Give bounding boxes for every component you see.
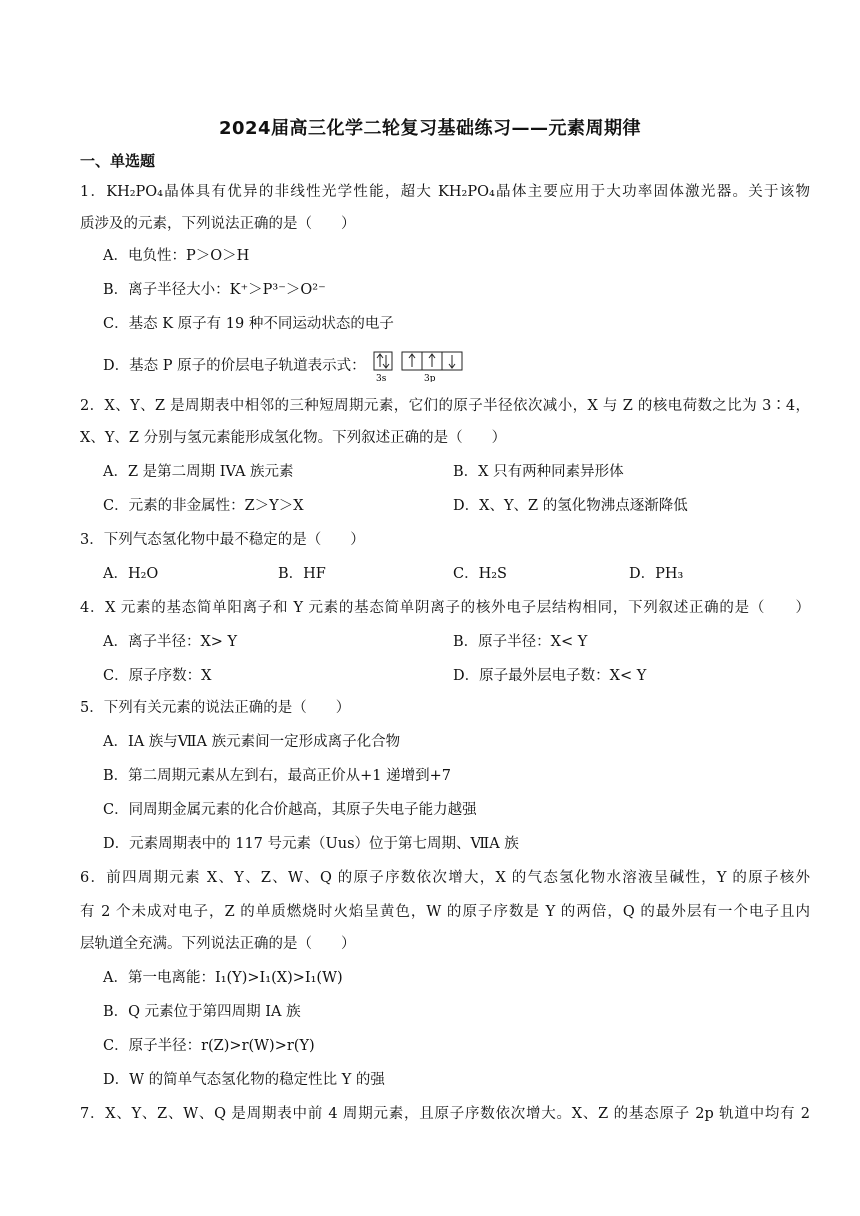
question-2-stem-line-2: X、Y、Z 分别与氢元素能形成氢化物。下列叙述正确的是（ ）: [80, 430, 507, 446]
orbital-label-3p: 3p: [424, 374, 436, 382]
question-5-option-a: A．ⅠA 族与ⅦA 族元素间一定形成离子化合物: [103, 734, 401, 750]
question-1-stem-line-1: 1．KH₂PO₄晶体具有优异的非线性光学性能，超大 KH₂PO₄晶体主要应用于大功率固体激光器。关于该物: [80, 184, 810, 200]
question-5-option-c: C．同周期金属元素的化合价越高，其原子失电子能力越强: [103, 802, 477, 818]
question-5-stem: 5．下列有关元素的说法正确的是（ ）: [80, 700, 351, 716]
question-4-option-d: D．原子最外层电子数：X< Y: [453, 668, 647, 684]
question-5-option-b: B．第二周期元素从左到右，最高正价从+1 递增到+7: [103, 768, 452, 784]
question-4-option-a: A．离子半径：X> Y: [103, 634, 238, 650]
question-1-stem-line-2: 质涉及的元素，下列说法正确的是（ ）: [80, 216, 356, 232]
question-3-option-c: C．H₂S: [453, 566, 507, 582]
section-heading: 一、单选题: [80, 152, 156, 170]
question-6-stem-line-3: 层轨道全充满。下列说法正确的是（ ）: [80, 936, 356, 952]
question-1-option-b: B．离子半径大小：K⁺＞P³⁻＞O²⁻: [103, 282, 326, 298]
question-1-option-d-text: D．基态 P 原子的价层电子轨道表示式：: [103, 358, 366, 374]
question-1-option-d: [103, 350, 468, 382]
question-4-option-b: B．原子半径：X< Y: [453, 634, 588, 650]
question-2-option-d: D．X、Y、Z 的氢化物沸点逐渐降低: [453, 498, 688, 514]
question-3-option-a: A．H₂O: [103, 566, 159, 582]
question-2-stem-line-1: 2．X、Y、Z 是周期表中相邻的三种短周期元素，它们的原子半径依次减小，X 与 Z 的核电荷数之比为 3∶4，: [80, 398, 810, 414]
page-title: 2024届高三化学二轮复习基础练习——元素周期律: [218, 118, 642, 139]
question-2-option-c: C．元素的非金属性：Z＞Y＞X: [103, 498, 304, 514]
question-4-option-c: C．原子序数：X: [103, 668, 212, 684]
question-1-option-a: A．电负性：P＞O＞H: [103, 248, 250, 264]
question-4-stem: 4．X 元素的基态简单阳离子和 Y 元素的基态简单阴离子的核外电子层结构相同，下列叙述正确的是（ ）: [80, 600, 810, 616]
question-1-option-c: C．基态 K 原子有 19 种不同运动状态的电子: [103, 316, 394, 332]
question-3-option-d: D．PH₃: [629, 566, 684, 582]
question-5-option-d: D．元素周期表中的 117 号元素（Uus）位于第七周期、ⅦA 族: [103, 836, 519, 852]
question-7-stem-line-1: 7．X、Y、Z、W、Q 是周期表中前 4 周期元素，且原子序数依次增大。X、Z 的基态原子 2p 轨道中均有 2: [80, 1106, 810, 1122]
question-2-option-b: B．X 只有两种同素异形体: [453, 464, 624, 480]
question-6-stem-line-1: 6．前四周期元素 X、Y、Z、W、Q 的原子序数依次增大，X 的气态氢化物水溶液呈碱性，Y 的原子核外: [80, 870, 810, 886]
question-6-option-d: D．W 的简单气态氢化物的稳定性比 Y 的强: [103, 1072, 385, 1088]
question-6-option-b: B．Q 元素位于第四周期 IA 族: [103, 1004, 301, 1020]
question-6-option-c: C．原子半径：r(Z)>r(W)>r(Y): [103, 1038, 315, 1054]
question-2-option-a: A．Z 是第二周期 IVA 族元素: [103, 464, 294, 480]
orbital-diagram-icon: [372, 350, 468, 382]
question-3-stem: 3．下列气态氢化物中最不稳定的是（ ）: [80, 532, 365, 548]
question-6-stem-line-2: 有 2 个未成对电子，Z 的单质燃烧时火焰呈黄色，W 的原子序数是 Y 的两倍，Q 的最外层有一个电子且内: [80, 904, 810, 920]
question-6-option-a: A．第一电离能：I₁(Y)>I₁(X)>I₁(W): [103, 970, 343, 986]
question-3-option-b: B．HF: [278, 566, 326, 582]
orbital-label-3s: 3s: [376, 374, 387, 382]
